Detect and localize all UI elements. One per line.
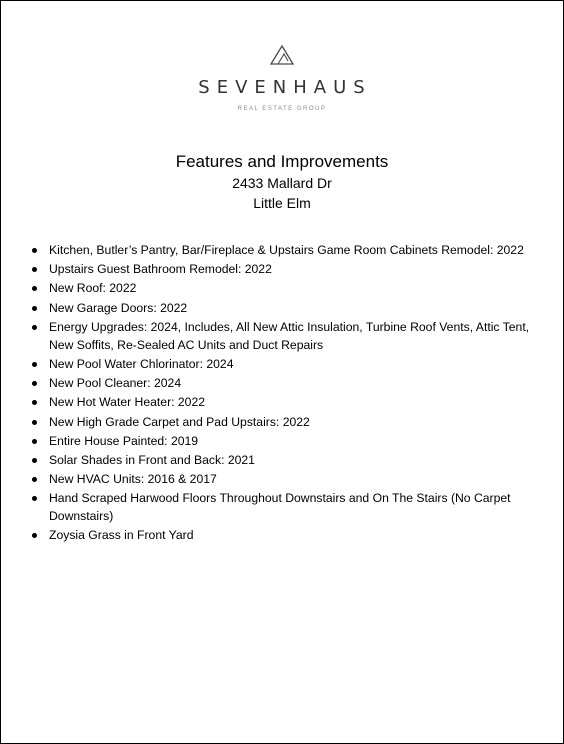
list-item: New HVAC Units: 2016 & 2017 — [29, 470, 549, 488]
address-street: 2433 Mallard Dr — [232, 175, 332, 191]
company-logo — [1, 45, 563, 112]
list-item: Upstairs Guest Bathroom Remodel: 2022 — [29, 260, 549, 278]
triangle-logo-icon — [270, 45, 294, 65]
list-item: New Pool Cleaner: 2024 — [29, 374, 549, 392]
logo-tagline: REAL ESTATE GROUP — [237, 106, 327, 112]
list-item: New Pool Water Chlorinator: 2024 — [29, 355, 549, 373]
list-item: Hand Scraped Harwood Floors Throughout Downstairs and On The Stairs (No Carpet Downstairs) — [29, 489, 549, 525]
list-item: Solar Shades in Front and Back: 2021 — [29, 451, 549, 469]
list-item: Entire House Painted: 2019 — [29, 432, 549, 450]
list-item: Kitchen, Butler’s Pantry, Bar/Fireplace & Upstairs Game Room Cabinets Remodel: 2022 — [29, 241, 549, 259]
list-item: New Garage Doors: 2022 — [29, 299, 549, 317]
document-heading — [1, 151, 563, 213]
features-list — [29, 241, 549, 546]
page-title: Features and Improvements — [175, 152, 389, 171]
list-item: New Roof: 2022 — [29, 279, 549, 297]
list-item: New High Grade Carpet and Pad Upstairs: 2022 — [29, 413, 549, 431]
list-item: New Hot Water Heater: 2022 — [29, 393, 549, 411]
logo-wordmark: SEVENHAUS — [198, 77, 372, 98]
list-item: Zoysia Grass in Front Yard — [29, 526, 549, 544]
address-city: Little Elm — [253, 195, 311, 211]
list-item: Energy Upgrades: 2024, Includes, All New Attic Insulation, Turbine Roof Vents, Attic Tent, New Soffits, Re-Sealed AC Units and Duct Repairs — [29, 318, 549, 354]
